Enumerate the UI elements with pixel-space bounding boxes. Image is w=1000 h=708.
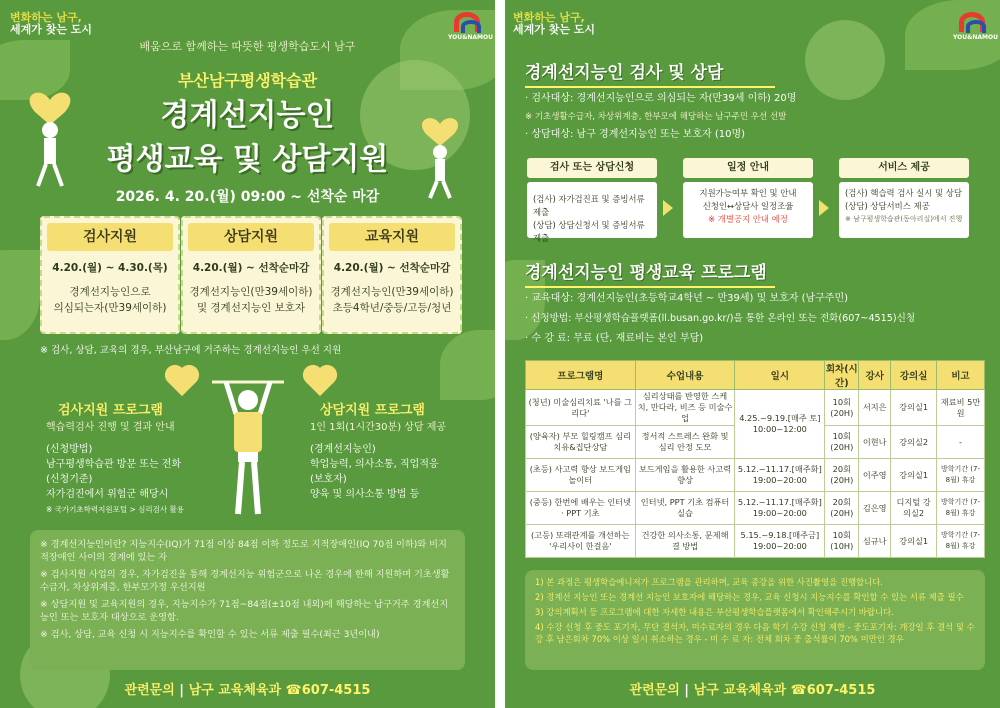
table-cell: 5.12.~11.17.[매주화] 19:00~20:00 xyxy=(735,492,825,525)
section-title-exam-counsel: 경계선지능인 검사 및 상담 xyxy=(525,58,775,88)
edu-target: · 교육대상: 경계선지능인(초등학교4학년 ~ 만39세) 및 보호자 (남구주민) xyxy=(525,293,849,304)
table-cell: 10회 (10H) xyxy=(825,525,859,558)
step-schedule xyxy=(683,158,813,238)
logo-line1: 변화하는 남구, xyxy=(513,11,585,24)
col-header: 강사 xyxy=(859,361,891,390)
counsel-line: (경계선지능인) xyxy=(310,444,376,455)
exam-line: (신청기준) xyxy=(46,474,93,485)
section-title-education: 경계선지능인 평생교육 프로그램 xyxy=(525,258,775,288)
box-line: 초등4학년/중등/고등/청년 xyxy=(332,302,452,314)
table-row xyxy=(526,492,985,525)
contact-value: 남구 교육체육과 ☎607-4515 xyxy=(188,683,371,698)
step-line: (검사) 자가검진표 및 증빙서류 제출 xyxy=(533,194,645,217)
table-cell: 디지털 강의실2 xyxy=(891,492,937,525)
note-item: ※ 검사, 상담, 교육 신청 시 지능지수를 확인할 수 있는 서류 제출 필수(최근 3년이내) xyxy=(40,629,380,640)
box-title: 검사지원 xyxy=(47,223,173,251)
counsel-program-lines xyxy=(310,442,439,502)
logo-line2: 세계가 찾는 도시 xyxy=(10,23,93,36)
step-line: 신청인↔상담사 일정조율 xyxy=(702,201,794,211)
person-holding-heart-illustration xyxy=(20,80,80,190)
table-cell: 강의실1 xyxy=(891,459,937,492)
step-title: 일정 안내 xyxy=(683,158,813,178)
left-contact: 관련문의 | 남구 교육체육과 ☎607-4515 xyxy=(124,683,371,698)
brand-text: YOU&NAMOU xyxy=(953,34,998,41)
person-holding-heart-illustration xyxy=(410,110,470,200)
person-lifting-illustration xyxy=(212,362,284,522)
note-item: ※ 검사지원 사업의 경우, 자가검진을 통해 경계선지능 위험군으로 나온 경우에 한해 지원하며 기초생활수급자, 차상위계층, 한부모가정 우선지원 xyxy=(40,569,450,593)
arrow-right-icon xyxy=(663,200,673,216)
left-poster xyxy=(0,0,495,708)
col-header: 강의실 xyxy=(891,361,937,390)
box-title: 교육지원 xyxy=(329,223,455,251)
col-header: 회차(시간) xyxy=(825,361,859,390)
heart-icon xyxy=(306,368,334,396)
counsel-program-heading: 상담지원 프로그램 xyxy=(320,403,425,418)
leaf-decoration xyxy=(0,250,40,340)
table-cell: 김은영 xyxy=(859,492,891,525)
box-line: 경계선지능인으로 xyxy=(69,286,151,298)
contact-label: 관련문의 xyxy=(124,683,175,698)
slogan: 배움으로 함께하는 따뜻한 평생학습도시 남구 xyxy=(139,40,356,53)
note-item: 4) 수강 신청 후 중도 포기자, 무단 결석자, 미수료자의 경우 다음 학기 수강 신청 제한 - 중도포기자: 개강일 후 결석 및 수강 후 남은회차 70% 이상 일시 취소하는 경우 - 미 수 료 자: 전체 회차 중 출석률이 70% 미만인 경우 xyxy=(535,622,975,644)
note-item: 1) 본 과정은 평생학습에니저가 프로그램을 관리하며, 교육 종강을 위한 사진촬영을 진행합니다. xyxy=(535,577,883,587)
step-line: (상담) 상담서비스 제공 xyxy=(845,201,930,211)
arrow-right-icon xyxy=(819,200,829,216)
counsel-line: 양육 및 의사소통 방법 등 xyxy=(310,489,420,500)
exam-program-sub: 핵습력검사 진행 및 결과 안내 xyxy=(46,422,175,433)
table-cell: (고등) 또래관계를 개선하는 '우리사이 한걸음' xyxy=(526,525,636,558)
contact-value: 남구 교육체육과 ☎607-4515 xyxy=(693,683,876,698)
left-notes xyxy=(30,530,465,670)
brand-mark-icon xyxy=(454,12,480,32)
table-cell: 4.25.~9.19.[매주 토] 10:00~12:00 xyxy=(735,390,825,459)
box-line: 의심되는자(만39세이하) xyxy=(53,302,167,314)
right-contact: 관련문의 | 남구 교육체육과 ☎607-4515 xyxy=(629,683,876,698)
step-line: ※ 개별공지 안내 예정 xyxy=(708,214,788,224)
table-cell: 인터넷, PPT 기초 컴퓨터 실습 xyxy=(635,492,735,525)
brand-text: YOU&NAMOU xyxy=(448,34,493,41)
box-note: ※ 검사, 상담, 교육의 경우, 부산남구에 거주하는 경계선지능인 우선 지원 xyxy=(40,345,342,356)
exam-line: 자가검진에서 위험군 해당시 xyxy=(46,489,169,500)
step-apply xyxy=(527,158,657,243)
note-item: 3) 강의계획서 등 프로그램에 대한 자세한 내용은 부산평생학습플랫폼에서 확인해주시기 바랍니다. xyxy=(535,607,894,617)
table-cell: 20회 (20H) xyxy=(825,492,859,525)
box-line: 및 경계선지능인 보호자 xyxy=(196,302,306,314)
exam-support-box xyxy=(40,216,180,334)
step-line: 지원가능여부 확인 및 안내 xyxy=(699,188,797,198)
counsel-line: 학업능력, 의사소통, 직업적응 xyxy=(310,459,439,470)
table-cell: 이주영 xyxy=(859,459,891,492)
table-cell: 재료비 5만원 xyxy=(937,390,985,426)
table-cell: 방학기간 (7-8월) 휴강 xyxy=(937,525,985,558)
edu-fee: · 수 강 료: 무료 (단, 재료비는 본인 부담) xyxy=(525,333,704,344)
table-cell: 강의실1 xyxy=(891,390,937,426)
box-line: 경계선지능인(만39세이하) xyxy=(189,286,313,298)
exam-line: (신청방법) xyxy=(46,444,93,455)
edu-apply-method: · 신청방법: 부산평생학습플랫폼(ll.busan.go.kr/)을 통한 온라인 또는 전화(607~4515)신청 xyxy=(525,313,916,324)
box-line: 4.20.(월) ~ 4.30.(목) xyxy=(52,262,168,274)
box-line: 4.20.(월) ~ 선착순마감 xyxy=(333,262,451,274)
table-cell: (양육자) 부모 힐링캠프 심리치유&집단상담 xyxy=(526,426,636,459)
brand-mark-icon xyxy=(959,12,985,32)
exam-line: ※ 국가기초학력지원포털 > 심리검사 활용 xyxy=(46,505,185,514)
step-line: (상담) 상담신청서 및 증빙서류 제출 xyxy=(533,220,645,243)
table-cell: (초등) 사고력 향상 보드게임 놀이터 xyxy=(526,459,636,492)
leaf-decoration xyxy=(440,330,495,400)
exam-target: · 검사대상: 경계선지능인으로 의심되는 자(만39세 이하) 20명 xyxy=(525,93,797,104)
table-cell: 건강한 의사소통, 문제해결 방법 xyxy=(635,525,735,558)
table-row xyxy=(526,525,985,558)
note-item: ※ 상담지원 및 교육지원의 경우, 지능지수가 71점~84점(±10점 내외)에 해당하는 남구거주 경계선지능인 또는 보호자 대상으로 운영함. xyxy=(40,599,449,623)
heart-icon xyxy=(168,368,196,396)
step-line: ※ 남구평생학습관(동아리실)에서 진행 xyxy=(845,215,963,223)
step-service xyxy=(839,158,969,238)
table-row xyxy=(526,390,985,426)
table-cell: 이현나 xyxy=(859,426,891,459)
program-table xyxy=(525,360,985,558)
exam-program-heading: 검사지원 프로그램 xyxy=(58,403,163,418)
table-row xyxy=(526,459,985,492)
table-cell: 방학기간 (7-8월) 휴강 xyxy=(937,492,985,525)
exam-line: 남구평생학습관 방문 또는 전화 xyxy=(46,459,182,470)
exam-program-lines xyxy=(46,442,184,517)
education-support-box xyxy=(322,216,462,334)
table-cell: - xyxy=(937,426,985,459)
table-cell: 10회 (20H) xyxy=(825,390,859,426)
col-header: 일시 xyxy=(735,361,825,390)
note-item: 2) 경계선 지능인 또는 경계선 지능인 보호자에 해당하는 경우, 교육 신청시 지능지수를 확인할 수 있는 서류 제출 필수 xyxy=(535,592,964,602)
city-slogan-logo xyxy=(513,12,595,36)
table-cell: 5.12.~11.17.[매주화] 19:00~20:00 xyxy=(735,459,825,492)
table-cell: 강의실1 xyxy=(891,525,937,558)
col-header: 비고 xyxy=(937,361,985,390)
table-cell: 심리상태를 반영한 스케치, 만다라, 비즈 등 미술수업 xyxy=(635,390,735,426)
logo-line1: 변화하는 남구, xyxy=(10,11,82,24)
organization: 부산남구평생학습관 xyxy=(177,71,318,90)
table-cell: 5.15.~9.18.[매주금] 19:00~20:00 xyxy=(735,525,825,558)
city-slogan-logo xyxy=(10,12,92,36)
flower-decoration xyxy=(805,20,885,100)
box-line: 4.20.(월) ~ 선착순마감 xyxy=(192,262,310,274)
title-line1: 경계선지능인 xyxy=(160,98,335,133)
table-cell: 보드게임을 활용한 사고력 향상 xyxy=(635,459,735,492)
right-notes xyxy=(525,570,985,670)
counsel-support-box xyxy=(181,216,321,334)
table-cell: 심규나 xyxy=(859,525,891,558)
logo-line2: 세계가 찾는 도시 xyxy=(513,23,596,36)
exam-priority: ※ 기초생활수급자, 차상위계층, 한부모에 해당하는 남구주민 우선 선발 xyxy=(525,112,787,122)
table-cell: 서지은 xyxy=(859,390,891,426)
deadline: 2026. 4. 20.(월) 09:00 ~ 선착순 마감 xyxy=(115,189,380,205)
col-header: 프로그램명 xyxy=(526,361,636,390)
table-cell: 20회 (20H) xyxy=(825,459,859,492)
step-title: 서비스 제공 xyxy=(839,158,969,178)
counsel-program-sub: 1인 1회(1시간30분) 상담 제공 xyxy=(310,422,447,433)
brand-logo xyxy=(953,12,998,46)
col-header: 수업내용 xyxy=(635,361,735,390)
step-title: 검사 또는 상담신청 xyxy=(527,158,657,178)
title-line2: 평생교육 및 상담지원 xyxy=(106,142,389,177)
note-item: ※ 경계선지능인이란? 지능지수(IQ)가 71점 이상 84점 이하 정도로 지적장애인(IQ 70점 이하)와 비지적장애인 사이의 경계에 있는 자 xyxy=(40,539,447,563)
table-cell: 10회 (20H) xyxy=(825,426,859,459)
table-cell: 방학기간 (7-8월) 휴강 xyxy=(937,459,985,492)
counsel-target: · 상담대상: 남구 경계선지능인 또는 보호자 (10명) xyxy=(525,129,746,140)
table-cell: 정서적 스트레스 완화 및 심리 안정 도모 xyxy=(635,426,735,459)
table-cell: (중등) 한번에 배우는 인터넷 · PPT 기초 xyxy=(526,492,636,525)
table-cell: 강의실2 xyxy=(891,426,937,459)
contact-label: 관련문의 xyxy=(629,683,680,698)
counsel-line: (보호자) xyxy=(310,474,347,485)
table-header-row xyxy=(526,361,985,390)
right-poster xyxy=(505,0,1000,708)
step-line: (검사) 핵습력 검사 실시 및 상담 xyxy=(845,188,962,198)
table-cell: (청년) 미술심리치료 '나를 그리다' xyxy=(526,390,636,426)
box-title: 상담지원 xyxy=(188,223,314,251)
box-line: 경계선지능인(만39세이하) xyxy=(330,286,454,298)
